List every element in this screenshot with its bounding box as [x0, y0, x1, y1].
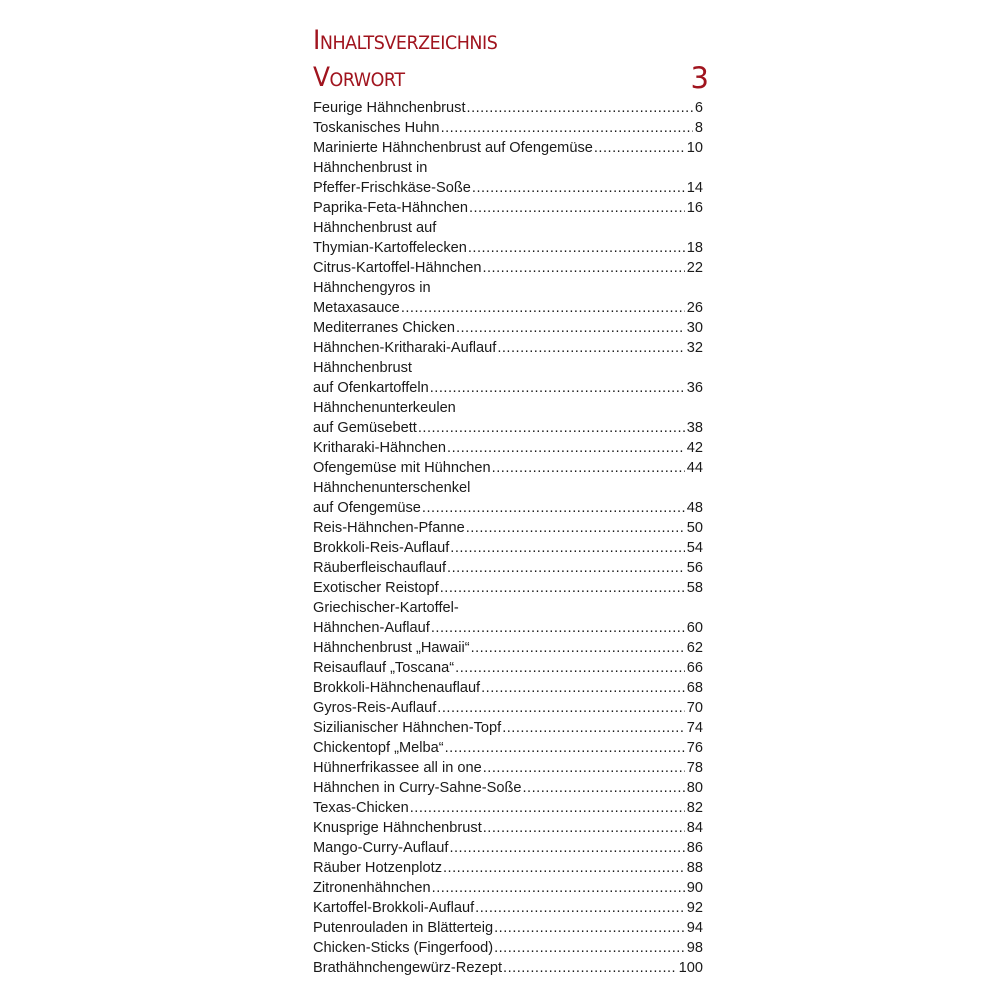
toc-entry-title: Putenrouladen in Blätterteig — [313, 920, 494, 936]
toc-entry[interactable] — [313, 118, 713, 138]
toc-entry-line — [313, 738, 703, 758]
toc-entry-line — [313, 418, 703, 438]
dot-leader — [443, 858, 685, 878]
toc-entry-line — [313, 558, 703, 578]
toc-entry-line — [313, 198, 703, 218]
toc-entry-title: Pfeffer-Frischkäse-Soße — [313, 180, 471, 196]
toc-entry[interactable] — [313, 158, 713, 198]
toc-entry[interactable] — [313, 258, 713, 278]
toc-entry[interactable] — [313, 198, 713, 218]
toc-entry-line — [313, 258, 703, 278]
dot-leader — [431, 618, 685, 638]
dot-leader — [475, 898, 685, 918]
dot-leader — [594, 138, 685, 158]
toc-entry-title: Metaxasauce — [313, 300, 400, 316]
toc-entry[interactable] — [313, 538, 713, 558]
toc-entry-title: Räuberfleischauflauf — [313, 560, 447, 576]
dot-leader — [447, 438, 685, 458]
toc-entry-page-number: 90 — [686, 880, 703, 896]
toc-entry-page-number: 44 — [686, 460, 703, 476]
toc-entry[interactable] — [313, 398, 713, 438]
toc-entry-page-number: 42 — [686, 440, 703, 456]
dot-leader — [422, 498, 685, 518]
toc-entry-line — [313, 758, 703, 778]
toc-entry[interactable] — [313, 98, 713, 118]
section-heading-row[interactable] — [313, 60, 713, 98]
section-page-number: 3 — [690, 61, 709, 95]
dot-leader — [472, 178, 685, 198]
toc-entry-title: auf Ofengemüse — [313, 500, 421, 516]
dot-leader — [467, 98, 693, 118]
toc-entry-line — [313, 538, 703, 558]
dot-leader — [471, 638, 685, 658]
toc-entry-line — [313, 338, 703, 358]
toc-entry-title: Räuber Hotzenplotz — [313, 860, 442, 876]
toc-entry[interactable] — [313, 678, 713, 698]
toc-entry-title-line: Hähnchenunterschenkel — [313, 480, 471, 496]
toc-entry-line — [313, 578, 703, 598]
toc-entry-title: Marinierte Hähnchenbrust auf Ofengemüse — [313, 140, 593, 156]
toc-entry-title: Texas-Chicken — [313, 800, 409, 816]
toc-entry-page-number: 54 — [686, 540, 703, 556]
toc-entry-page-number: 14 — [686, 180, 703, 196]
toc-entry-page-number: 76 — [686, 740, 703, 756]
toc-entry-title: Brokkoli-Reis-Auflauf — [313, 540, 450, 556]
dot-leader — [469, 198, 685, 218]
table-of-contents — [313, 24, 713, 978]
toc-entry-title: Citrus-Kartoffel-Hähnchen — [313, 260, 482, 276]
toc-entry-line — [313, 238, 703, 258]
toc-entry-title-line: Hähnchenbrust — [313, 360, 412, 376]
toc-entry-title-line: Hähnchenbrust auf — [313, 220, 437, 236]
toc-entry-line — [313, 698, 703, 718]
toc-entry-title: Zitronenhähnchen — [313, 880, 431, 896]
toc-entry-list — [313, 98, 713, 978]
toc-entry[interactable] — [313, 818, 713, 838]
toc-entry-title-line: Hähnchenbrust in — [313, 160, 428, 176]
toc-entry-line — [313, 858, 703, 878]
toc-entry-page-number: 78 — [686, 760, 703, 776]
dot-leader — [492, 458, 685, 478]
toc-entry[interactable] — [313, 318, 713, 338]
toc-entry-page-number: 70 — [686, 700, 703, 716]
toc-entry-title: Ofengemüse mit Hühnchen — [313, 460, 491, 476]
toc-entry-title: Mediterranes Chicken — [313, 320, 455, 336]
toc-entry[interactable] — [313, 958, 713, 978]
toc-entry[interactable] — [313, 878, 713, 898]
toc-entry-page-number: 8 — [694, 120, 703, 136]
toc-entry[interactable] — [313, 578, 713, 598]
toc-entry[interactable] — [313, 938, 713, 958]
toc-entry-line — [313, 458, 703, 478]
dot-leader — [483, 818, 685, 838]
toc-entry-page-number: 98 — [686, 940, 703, 956]
dot-leader — [432, 878, 685, 898]
toc-entry-line — [313, 958, 703, 978]
dot-leader — [456, 318, 685, 338]
toc-entry-page-number: 36 — [686, 380, 703, 396]
dot-leader — [522, 778, 684, 798]
toc-entry-line — [313, 938, 703, 958]
toc-entry-page-number: 32 — [686, 340, 703, 356]
toc-entry-title: Brathähnchengewürz-Rezept — [313, 960, 503, 976]
toc-entry-line — [313, 658, 703, 678]
dot-leader — [437, 698, 684, 718]
toc-entry-title: Toskanisches Huhn — [313, 120, 440, 136]
toc-entry-line — [313, 498, 703, 518]
toc-entry-title-line: Hähnchengyros in — [313, 280, 431, 296]
toc-entry-title-line: Hähnchenunterkeulen — [313, 400, 456, 416]
toc-entry-title: Chickentopf „Melba“ — [313, 740, 444, 756]
toc-entry-page-number: 80 — [686, 780, 703, 796]
toc-entry-page-number: 82 — [686, 800, 703, 816]
toc-entry-page-number: 6 — [694, 100, 703, 116]
toc-entry[interactable] — [313, 438, 713, 458]
toc-entry[interactable] — [313, 798, 713, 818]
toc-entry-line — [313, 838, 703, 858]
toc-entry-title: Exotischer Reistopf — [313, 580, 439, 596]
toc-entry-page-number: 60 — [686, 620, 703, 636]
toc-entry[interactable] — [313, 278, 713, 318]
toc-entry[interactable] — [313, 138, 713, 158]
dot-leader — [481, 678, 685, 698]
dot-leader — [497, 338, 684, 358]
toc-entry-page-number: 10 — [686, 140, 703, 156]
toc-entry-line — [313, 618, 703, 638]
toc-entry-line — [313, 918, 703, 938]
toc-entry-page-number: 86 — [686, 840, 703, 856]
toc-entry-title-line: Griechischer-Kartoffel- — [313, 600, 459, 616]
toc-entry[interactable] — [313, 518, 713, 538]
toc-entry-page-number: 48 — [686, 500, 703, 516]
toc-entry[interactable] — [313, 758, 713, 778]
toc-entry-page-number: 26 — [686, 300, 703, 316]
toc-entry[interactable] — [313, 718, 713, 738]
toc-entry-title: Hühnerfrikassee all in one — [313, 760, 482, 776]
dot-leader — [447, 558, 685, 578]
toc-entry[interactable] — [313, 478, 713, 518]
toc-entry-title: Brokkoli-Hähnchenauflauf — [313, 680, 481, 696]
toc-entry-page-number: 68 — [686, 680, 703, 696]
toc-entry-page-number: 38 — [686, 420, 703, 436]
dot-leader — [482, 258, 684, 278]
toc-entry-line — [313, 638, 703, 658]
toc-entry[interactable] — [313, 218, 713, 258]
dot-leader — [466, 518, 685, 538]
toc-entry[interactable] — [313, 338, 713, 358]
dot-leader — [401, 298, 685, 318]
toc-entry-page-number: 56 — [686, 560, 703, 576]
dot-leader — [418, 418, 685, 438]
toc-entry-title: Paprika-Feta-Hähnchen — [313, 200, 468, 216]
dot-leader — [494, 918, 685, 938]
toc-entry-line — [313, 438, 703, 458]
toc-entry-title: Feurige Hähnchenbrust — [313, 100, 466, 116]
toc-entry-line — [313, 98, 703, 118]
dot-leader — [440, 578, 685, 598]
toc-entry-page-number: 88 — [686, 860, 703, 876]
toc-entry-title: auf Ofenkartoffeln — [313, 380, 429, 396]
toc-entry[interactable] — [313, 358, 713, 398]
toc-entry[interactable] — [313, 558, 713, 578]
toc-entry-title: Hähnchen-Kritharaki-Auflauf — [313, 340, 497, 356]
toc-entry-title: Knusprige Hähnchenbrust — [313, 820, 482, 836]
toc-entry-page-number: 92 — [686, 900, 703, 916]
toc-entry-page-number: 94 — [686, 920, 703, 936]
toc-entry-title: Thymian-Kartoffelecken — [313, 240, 467, 256]
toc-entry-line — [313, 718, 703, 738]
section-title: Vorwort — [313, 62, 405, 93]
toc-entry-line — [313, 138, 703, 158]
toc-entry[interactable] — [313, 698, 713, 718]
dot-leader — [502, 718, 685, 738]
dot-leader — [483, 758, 685, 778]
dot-leader — [449, 838, 684, 858]
toc-entry-page-number: 50 — [686, 520, 703, 536]
toc-entry-line — [313, 798, 703, 818]
dot-leader — [503, 958, 677, 978]
toc-entry-line — [313, 778, 703, 798]
toc-entry-line — [313, 118, 703, 138]
toc-entry[interactable] — [313, 838, 713, 858]
toc-entry-line — [313, 378, 703, 398]
toc-entry-page-number: 84 — [686, 820, 703, 836]
toc-entry-page-number: 18 — [686, 240, 703, 256]
toc-entry-line — [313, 518, 703, 538]
toc-entry-line — [313, 898, 703, 918]
toc-entry-title: Hähnchen in Curry-Sahne-Soße — [313, 780, 522, 796]
toc-entry[interactable] — [313, 638, 713, 658]
toc-entry-line — [313, 298, 703, 318]
toc-entry-line — [313, 178, 703, 198]
toc-entry-title: Reis-Hähnchen-Pfanne — [313, 520, 465, 536]
toc-entry-line — [313, 678, 703, 698]
toc-entry[interactable] — [313, 458, 713, 478]
toc-entry-title: Mango-Curry-Auflauf — [313, 840, 449, 856]
toc-entry-title: auf Gemüsebett — [313, 420, 417, 436]
toc-entry[interactable] — [313, 598, 713, 638]
dot-leader — [445, 738, 685, 758]
toc-entry[interactable] — [313, 898, 713, 918]
toc-entry-title: Sizilianischer Hähnchen-Topf — [313, 720, 502, 736]
toc-entry-page-number: 22 — [686, 260, 703, 276]
toc-entry[interactable] — [313, 858, 713, 878]
dot-leader — [494, 938, 685, 958]
toc-entry-page-number: 16 — [686, 200, 703, 216]
toc-entry-page-number: 100 — [678, 960, 703, 976]
toc-entry-title: Reisauflauf „Toscana“ — [313, 660, 455, 676]
toc-entry-title: Hähnchen-Auflauf — [313, 620, 430, 636]
toc-entry-page-number: 62 — [686, 640, 703, 656]
toc-entry[interactable] — [313, 738, 713, 758]
toc-entry-line — [313, 818, 703, 838]
dot-leader — [410, 798, 685, 818]
toc-entry-line — [313, 318, 703, 338]
toc-entry-title: Chicken-Sticks (Fingerfood) — [313, 940, 494, 956]
toc-entry-title: Kartoffel-Brokkoli-Auflauf — [313, 900, 475, 916]
toc-entry-title: Gyros-Reis-Auflauf — [313, 700, 437, 716]
toc-entry-page-number: 58 — [686, 580, 703, 596]
dot-leader — [468, 238, 685, 258]
toc-title: Inhaltsverzeichnis — [313, 25, 498, 56]
toc-entry-page-number: 74 — [686, 720, 703, 736]
toc-entry-page-number: 66 — [686, 660, 703, 676]
dot-leader — [441, 118, 693, 138]
toc-entry-page-number: 30 — [686, 320, 703, 336]
toc-entry[interactable] — [313, 778, 713, 798]
toc-entry-title: Kritharaki-Hähnchen — [313, 440, 447, 456]
toc-entry[interactable] — [313, 918, 713, 938]
dot-leader — [450, 538, 685, 558]
dot-leader — [455, 658, 685, 678]
toc-entry-title: Hähnchenbrust „Hawaii“ — [313, 640, 470, 656]
toc-entry-line — [313, 878, 703, 898]
dot-leader — [430, 378, 685, 398]
toc-entry[interactable] — [313, 658, 713, 678]
